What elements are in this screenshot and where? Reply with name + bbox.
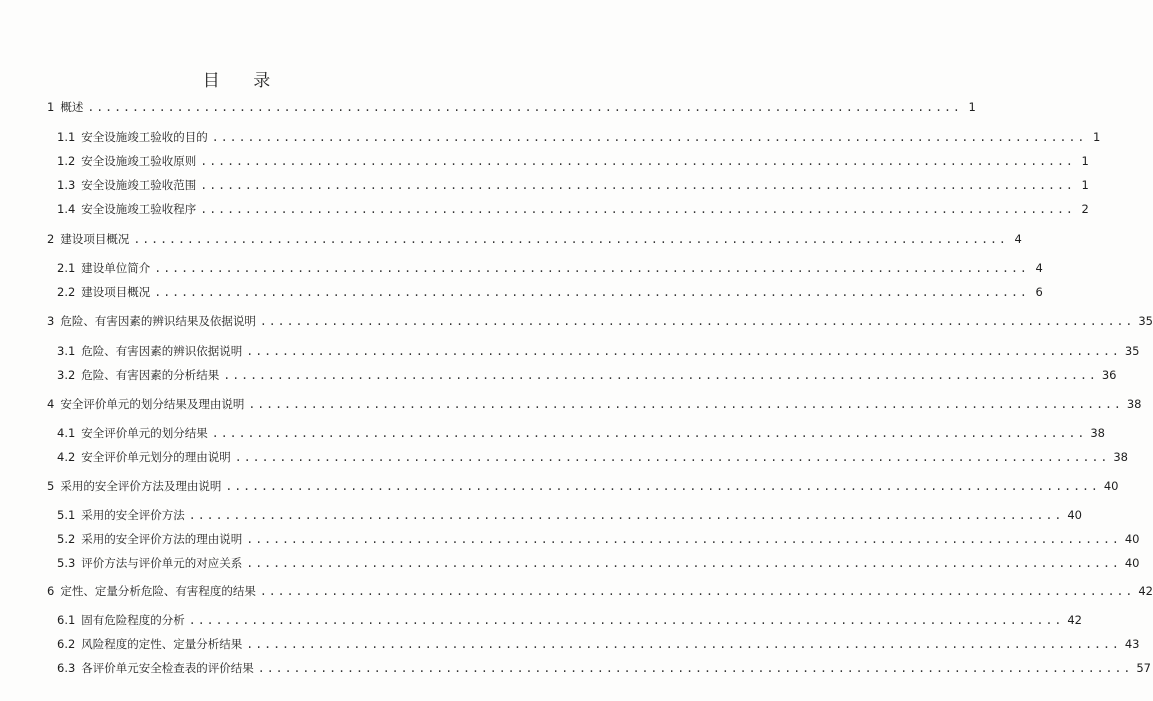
toc-entry-number: 3: [47, 314, 55, 328]
toc-entry-page: 4: [1035, 261, 1043, 275]
toc-title: 目 录: [202, 71, 285, 91]
toc-entry-text: 安全设施竣工验收原则: [81, 154, 197, 168]
leader-dots: ..................................................................................................: [246, 637, 1121, 651]
toc-entry-page: 1: [968, 100, 976, 114]
leader-dots: ..................................................................................................: [188, 508, 1064, 522]
leader-dots: ..................................................................................................: [200, 154, 1075, 168]
leader-dots: ..................................................................................................: [259, 314, 1135, 328]
leader-dots: ..................................................................................................: [211, 426, 1087, 440]
toc-entry[interactable]: [47, 232, 1022, 246]
toc-entry[interactable]: [57, 261, 1043, 275]
toc-entry[interactable]: [57, 508, 1082, 522]
leader-dots: ..................................................................................................: [225, 479, 1100, 493]
leader-dots: ..................................................................................................: [211, 130, 1087, 144]
toc-entry-page: 1: [1081, 154, 1089, 168]
toc-entry[interactable]: [57, 450, 1128, 464]
toc-entry-number: 1.3: [57, 178, 76, 192]
toc-entry-text: 概述: [60, 100, 84, 114]
toc-entry-text: 固有危险程度的分析: [81, 613, 185, 627]
toc-entry-page: 40: [1103, 479, 1119, 493]
toc-entry-number: 1: [47, 100, 55, 114]
toc-entry-number: 5: [47, 479, 55, 493]
toc-entry-number: 6.2: [57, 637, 76, 651]
toc-entry-text: 建设单位简介: [81, 261, 151, 275]
toc-entry-number: 6.1: [57, 613, 76, 627]
toc-entry-page: 40: [1124, 556, 1140, 570]
toc-entry[interactable]: [57, 130, 1101, 144]
toc-entry-page: 6: [1035, 285, 1043, 299]
toc-entry[interactable]: [47, 479, 1119, 493]
toc-entry-text: 安全设施竣工验收范围: [81, 178, 197, 192]
toc-entry-text: 定性、定量分析危险、有害程度的结果: [60, 584, 256, 598]
toc-entry-text: 风险程度的定性、定量分析结果: [81, 637, 243, 651]
toc-entry-text: 采用的安全评价方法: [81, 508, 185, 522]
toc-entry[interactable]: [47, 584, 1153, 598]
toc-entry-page: 38: [1113, 450, 1128, 464]
leader-dots: ..................................................................................................: [87, 100, 962, 114]
leader-dots: ..................................................................................................: [246, 344, 1121, 358]
toc-entry[interactable]: [47, 100, 976, 114]
toc-entry-number: 6: [47, 584, 55, 598]
toc-entry-number: 4: [47, 397, 55, 411]
toc-entry-page: 1: [1081, 178, 1089, 192]
toc-entry-text: 危险、有害因素的分析结果: [81, 368, 220, 382]
toc-entry-page: 36: [1101, 368, 1117, 382]
toc-entry-text: 建设项目概况: [60, 232, 130, 246]
toc-entry-number: 2: [47, 232, 55, 246]
toc-entry-page: 38: [1126, 397, 1142, 411]
toc-entry-number: 2.1: [57, 261, 76, 275]
toc-entry-number: 5.2: [57, 532, 76, 546]
leader-dots: ..................................................................................................: [234, 450, 1110, 464]
toc-entry-text: 评价方法与评价单元的对应关系: [81, 556, 243, 570]
toc-entry-text: 危险、有害因素的辨识依据说明: [81, 344, 243, 358]
toc-entry-number: 5.1: [57, 508, 76, 522]
toc-entry[interactable]: [57, 426, 1105, 440]
leader-dots: ..................................................................................................: [246, 532, 1121, 546]
toc-entry[interactable]: [57, 154, 1089, 168]
toc-entry[interactable]: [57, 613, 1082, 627]
toc-entry-page: 57: [1136, 661, 1151, 675]
toc-entry-text: 安全评价单元的划分结果: [81, 426, 208, 440]
toc-entry-page: 43: [1124, 637, 1140, 651]
toc-entry-text: 安全设施竣工验收的目的: [81, 130, 208, 144]
toc-entry[interactable]: [47, 397, 1142, 411]
toc-entry-text: 各评价单元安全检查表的评价结果: [81, 661, 254, 675]
leader-dots: ..................................................................................................: [223, 368, 1098, 382]
toc-entry-text: 建设项目概况: [81, 285, 151, 299]
toc-entry-number: 3.1: [57, 344, 76, 358]
toc-entry[interactable]: [57, 532, 1140, 546]
toc-entry-page: 35: [1138, 314, 1153, 328]
toc-entry[interactable]: [47, 314, 1153, 328]
toc-entry-number: 2.2: [57, 285, 76, 299]
toc-entry[interactable]: [57, 556, 1140, 570]
toc-entry-number: 1.2: [57, 154, 76, 168]
toc-entry[interactable]: [57, 178, 1089, 192]
toc-entry-page: 40: [1067, 508, 1082, 522]
toc-entry[interactable]: [57, 661, 1151, 675]
toc-entry[interactable]: [57, 637, 1140, 651]
toc-entry-number: 4.2: [57, 450, 76, 464]
toc-entry-text: 采用的安全评价方法的理由说明: [81, 532, 243, 546]
toc-entry-page: 1: [1092, 130, 1101, 144]
toc-entry-page: 2: [1081, 202, 1089, 216]
leader-dots: ..................................................................................................: [200, 178, 1075, 192]
toc-entry[interactable]: [57, 344, 1140, 358]
toc-entry-number: 5.3: [57, 556, 76, 570]
toc-entry-page: 4: [1014, 232, 1022, 246]
leader-dots: ..................................................................................................: [133, 232, 1008, 246]
toc-entry-page: 38: [1090, 426, 1105, 440]
toc-entry-number: 3.2: [57, 368, 76, 382]
toc-entry-text: 安全评价单元的划分结果及理由说明: [60, 397, 245, 411]
toc-entry-page: 40: [1124, 532, 1140, 546]
leader-dots: ..................................................................................................: [246, 556, 1121, 570]
toc-entry-text: 安全设施竣工验收程序: [81, 202, 197, 216]
leader-dots: ..................................................................................................: [259, 584, 1135, 598]
leader-dots: ..................................................................................................: [154, 285, 1029, 299]
toc-entry-page: 42: [1067, 613, 1082, 627]
leader-dots: ..................................................................................................: [188, 613, 1064, 627]
toc-entry[interactable]: [57, 368, 1117, 382]
toc-entry-page: 42: [1138, 584, 1153, 598]
toc-entry-text: 安全评价单元划分的理由说明: [81, 450, 231, 464]
toc-entry-text: 危险、有害因素的辨识结果及依据说明: [60, 314, 256, 328]
toc-entry-page: 35: [1124, 344, 1140, 358]
toc-entry-number: 6.3: [57, 661, 76, 675]
leader-dots: ..................................................................................................: [248, 397, 1123, 411]
toc-entry[interactable]: [57, 202, 1089, 216]
toc-entry-number: 1.1: [57, 130, 76, 144]
leader-dots: ..................................................................................................: [257, 661, 1133, 675]
toc-entry-text: 采用的安全评价方法及理由说明: [60, 479, 222, 493]
toc-entry[interactable]: [57, 285, 1043, 299]
leader-dots: ..................................................................................................: [154, 261, 1029, 275]
toc-entry-number: 4.1: [57, 426, 76, 440]
leader-dots: ..................................................................................................: [200, 202, 1075, 216]
toc-entry-number: 1.4: [57, 202, 76, 216]
